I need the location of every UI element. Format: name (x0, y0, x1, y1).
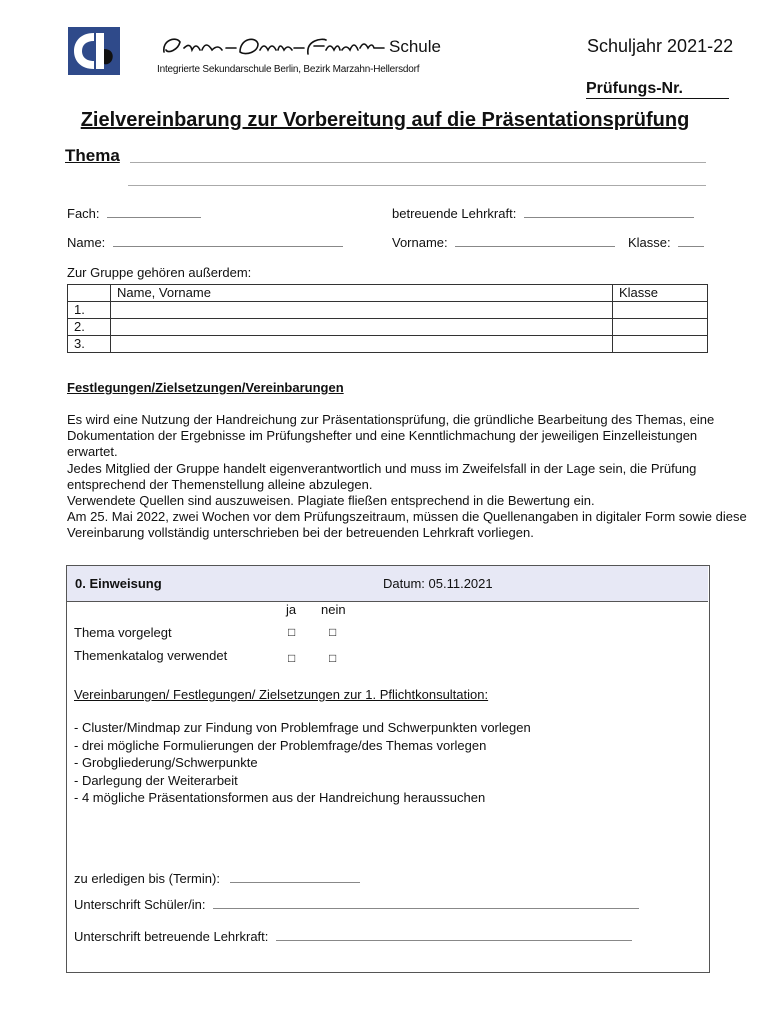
name-field[interactable] (113, 235, 343, 247)
school-word: Schule (389, 37, 441, 56)
vorname-label: Vorname: (392, 235, 448, 250)
termin-label: zu erledigen bis (Termin): (74, 871, 220, 886)
member-name-cell[interactable] (111, 302, 613, 319)
klasse-label: Klasse: (628, 235, 671, 250)
table-row (68, 302, 708, 319)
name-row (67, 235, 343, 250)
ja-header: ja (286, 602, 297, 617)
list-item: - Darlegung der Weiterarbeit (74, 772, 238, 788)
konsultation-subheading: Vereinbarungen/ Festlegungen/ Zielsetzungen zur 1. Pflichtkonsultation: (74, 687, 489, 702)
agreements-paragraph: Jedes Mitglied der Gruppe handelt eigenverantwortlich und muss im Zweifelsfall in der Lage sein, die Prüfung entsprechend der Themenstellung alleine abzulegen. (67, 460, 697, 492)
themenkatalog-label: Themenkatalog verwendet (74, 648, 228, 663)
row-number: 3. (68, 336, 111, 353)
lehrkraft-label: betreuende Lehrkraft: (392, 206, 517, 221)
vorname-field[interactable] (455, 235, 615, 247)
col-klasse-header: Klasse (613, 285, 708, 302)
school-year: Schuljahr 2021-22 (587, 36, 734, 56)
sig-student-row (74, 897, 639, 912)
list-item: - drei mögliche Formulierungen der Problemfrage/des Themas vorlegen (74, 737, 487, 753)
row-number: 2. (68, 319, 111, 336)
member-name-cell[interactable] (111, 319, 613, 336)
name-label: Name: (67, 235, 106, 250)
member-name-cell[interactable] (111, 336, 613, 353)
thema-vorgelegt-ja-checkbox[interactable]: □ (288, 625, 296, 639)
thema-line-1[interactable] (130, 162, 706, 163)
sig-student-label: Unterschrift Schüler/in: (74, 897, 206, 912)
school-logo-icon (68, 27, 120, 75)
sig-teacher-row (74, 929, 632, 944)
einweisung-title: 0. Einweisung (75, 576, 162, 591)
fach-label: Fach: (67, 206, 100, 221)
member-klasse-cell[interactable] (613, 336, 708, 353)
table-cell (68, 285, 111, 302)
agreements-text (67, 412, 747, 542)
thema-label: Thema (65, 146, 120, 165)
agreements-heading: Festlegungen/Zielsetzungen/Vereinbarungen (67, 380, 344, 395)
school-subtitle: Integrierte Sekundarschule Berlin, Bezirk Marzahn-Hellersdorf (157, 64, 420, 75)
thema-vorgelegt-nein-checkbox[interactable]: □ (329, 625, 337, 639)
col-name-header: Name, Vorname (111, 285, 613, 302)
agreements-paragraph: Verwendete Quellen sind auszuweisen. Plagiate fließen entsprechend in die Bewertung ein. (67, 493, 595, 509)
document-title: Zielvereinbarung zur Vorbereitung auf die Präsentationsprüfung (80, 109, 690, 131)
agreements-paragraph: Am 25. Mai 2022, zwei Wochen vor dem Prüfungszeitraum, müssen die Quellenangaben in digitaler Form sowie diese Vereinbarung vollständig unterschrieben bei der betreuenden Lehrkraft vorliegen. (67, 509, 747, 541)
member-klasse-cell[interactable] (613, 319, 708, 336)
einweisung-date: Datum: 05.11.2021 (383, 576, 493, 591)
table-header-row (68, 285, 708, 302)
lehrkraft-field[interactable] (524, 206, 694, 218)
fach-field[interactable] (107, 206, 201, 218)
lehrkraft-row (392, 206, 694, 221)
row-number: 1. (68, 302, 111, 319)
klasse-field[interactable] (678, 235, 704, 247)
list-item: - Cluster/Mindmap zur Findung von Problemfrage und Schwerpunkten vorlegen (74, 720, 531, 735)
table-row (68, 336, 708, 353)
task-list (74, 719, 531, 807)
thema-vorgelegt-label: Thema vorgelegt (74, 625, 172, 640)
sig-teacher-label: Unterschrift betreuende Lehrkraft: (74, 929, 269, 944)
nein-header: nein (321, 602, 346, 617)
agreements-paragraph: Es wird eine Nutzung der Handreichung zur Präsentationsprüfung, die gründliche Bearbeitung des Themas, eine Dokumentation der Ergebnisse im Prüfungshefter und eine Kenntlichmachung der jeweiligen Einzelleistungen erwartet. (67, 412, 715, 460)
vorname-row (392, 235, 615, 250)
list-item: - Grobgliederung/Schwerpunkte (74, 755, 258, 771)
group-table (67, 284, 708, 353)
exam-number-label: Prüfungs-Nr. (586, 80, 729, 99)
sig-student-field[interactable] (213, 897, 639, 909)
fach-row (67, 206, 201, 221)
list-item: - 4 mögliche Präsentationsformen aus der Handreichung heraussuchen (74, 790, 486, 806)
themenkatalog-ja-checkbox[interactable]: □ (288, 651, 296, 665)
klasse-row (628, 235, 704, 250)
group-intro: Zur Gruppe gehören außerdem: (67, 265, 252, 280)
member-klasse-cell[interactable] (613, 302, 708, 319)
termin-field[interactable] (230, 871, 360, 883)
school-name-signature (160, 32, 388, 62)
sig-teacher-field[interactable] (276, 929, 632, 941)
table-row (68, 319, 708, 336)
thema-line-2[interactable] (128, 185, 706, 186)
themenkatalog-nein-checkbox[interactable]: □ (329, 651, 337, 665)
termin-row (74, 871, 360, 886)
